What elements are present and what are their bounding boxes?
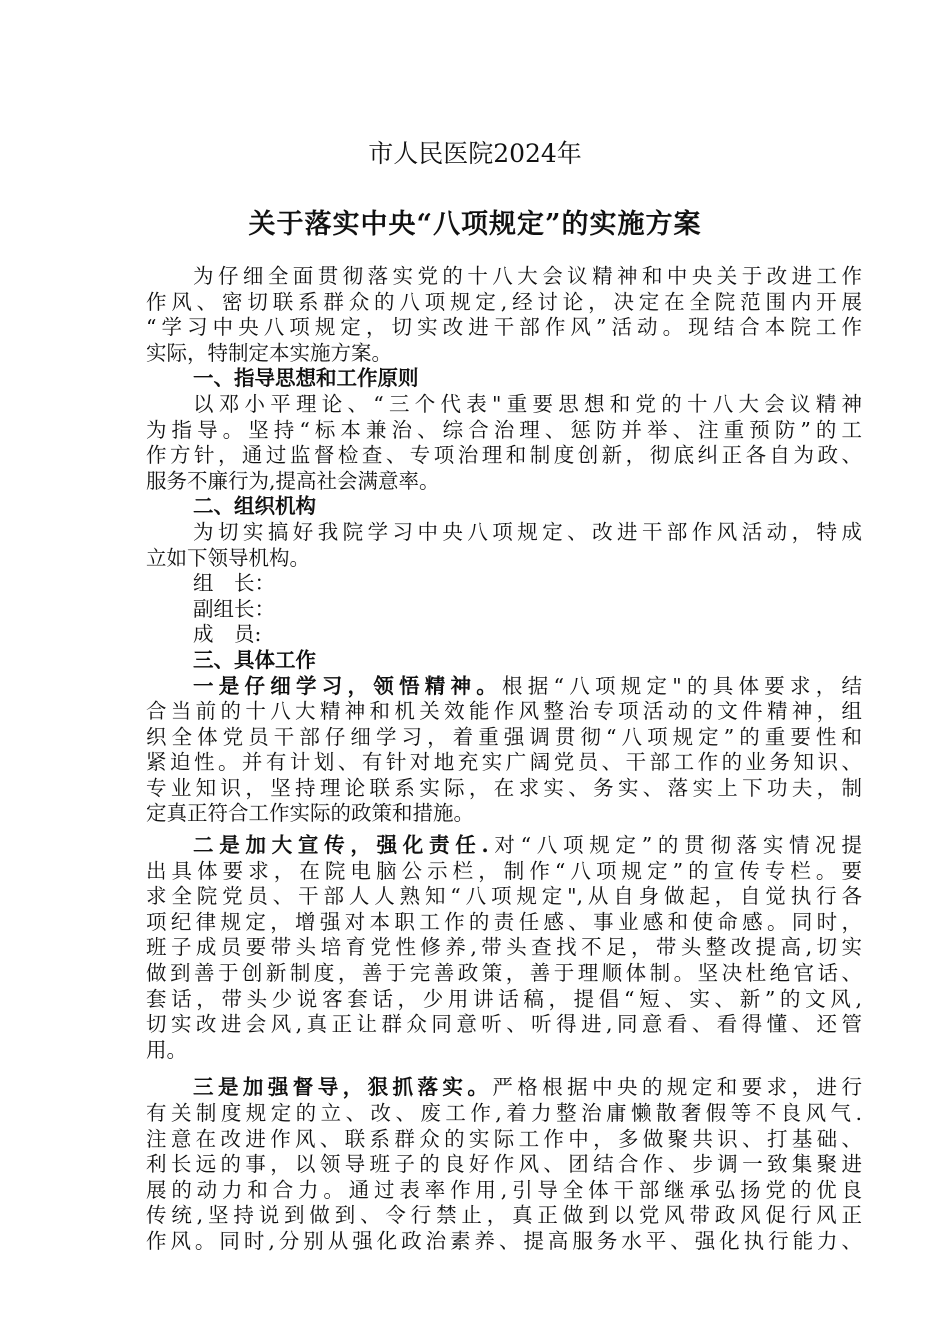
section1-line: 为指导。坚持“标本兼治、综合治理、惩防并举、注重预防”的工 — [146, 417, 862, 442]
p2-line: 班子成员要带头培育党性修养,带头查找不足，带头整改提高,切实 — [146, 935, 862, 960]
p3-line: 利长远的事，以领导班子的良好作风、团结合作、步调一致集聚进 — [146, 1152, 862, 1177]
p2-lead: 二是加大宣传，强化责任. — [193, 833, 489, 858]
intro-line: 为仔细全面贯彻落实党的十八大会议精神和中央关于改进工作 — [193, 264, 862, 288]
p3-line: 注意在改进作风、联系群众的实际工作中，多做聚共识、打基础、 — [146, 1126, 862, 1151]
document-body — [146, 264, 862, 1255]
p1-line: 专业知识，坚持理论联系实际，在求实、务实、落实上下功夫，制 — [146, 775, 862, 800]
document-title-line1: 市人民医院2024年 — [368, 139, 582, 168]
p1-line: 织全体党员干部仔细学习，着重强调贯彻“八项规定”的重要性和 — [146, 724, 862, 749]
p1-lead: 一是仔细学习，领悟精神。 — [193, 673, 503, 698]
p3-line: 传统,坚持说到做到、令行禁止，真正做到以党风带政风促行风正 — [146, 1203, 862, 1228]
intro-line: 作风、密切联系群众的八项规定,经讨论，决定在全院范围内开展 — [146, 289, 862, 314]
p2-line: 出具体要求，在院电脑公示栏，制作“八项规定”的宣传专栏。要 — [146, 858, 862, 883]
p2-first-line — [146, 833, 862, 859]
p3-lead: 三是加强督导，狠抓落实。 — [193, 1075, 493, 1100]
p2-line: 做到善于创新制度，善于完善政策，善于理顺体制。坚决杜绝官话、 — [146, 961, 862, 986]
p1-line: 紧迫性。并有计划、有针对地充实广阔党员、干部工作的业务知识、 — [146, 750, 862, 775]
section2-heading: 二、组织机构 — [193, 494, 316, 519]
p1-first-text: 根据“八项规定"的具体要求，结 — [502, 673, 862, 698]
section2-line: 为切实搞好我院学习中央八项规定、改进干部作风活动，特成 — [193, 519, 862, 544]
role-leader: 组 长： — [193, 571, 275, 596]
p2-line: 用。 — [146, 1037, 187, 1062]
p2-line: 项纪律规定，增强对本职工作的责任感、事业感和使命感。同时， — [146, 909, 862, 934]
section3-heading: 三、具体工作 — [193, 647, 316, 672]
section1-line: 服务不廉行为,提高社会满意率。 — [146, 468, 440, 493]
intro-line: “学习中央八项规定，切实改进干部作风”活动。现结合本院工作 — [146, 315, 862, 340]
p3-line: 作风。同时,分别从强化政治素养、提高服务水平、强化执行能力、 — [146, 1228, 862, 1253]
section1-line: 作方针，通过监督检查、专项治理和制度创新，彻底纠正各自为政、 — [146, 443, 862, 468]
section2-line: 立如下领导机构。 — [146, 545, 310, 570]
p2-line: 求全院党员、干部人人熟知“八项规定",从自身做起，自觉执行各 — [146, 884, 862, 909]
p1-line: 合当前的十八大精神和机关效能作风整治专项活动的文件精神，组 — [146, 699, 862, 724]
p1-first-line — [146, 674, 862, 700]
role-members: 成 员: — [193, 622, 262, 647]
p2-line: 套话，带头少说客套话，少用讲话稿，提倡“短、实、新”的文风, — [146, 986, 862, 1011]
p2-line: 切实改进会风,真正让群众同意听、听得进,同意看、看得懂、还管 — [146, 1012, 862, 1037]
document-title-line2: 关于落实中央“八项规定”的实施方案 — [248, 209, 702, 240]
intro-line: 实际，特制定本实施方案。 — [146, 340, 392, 365]
p1-line: 定真正符合工作实际的政策和措施。 — [146, 801, 474, 826]
section1-line: 以邓小平理论、“三个代表"重要思想和党的十八大会议精神 — [193, 391, 862, 416]
p2-first-text: 对“八项规定”的贯彻落实情况提 — [488, 833, 862, 858]
p3-line: 展的动力和合力。通过表率作用,引导全体干部继承弘扬党的优良 — [146, 1177, 862, 1202]
p3-line: 有关制度规定的立、改、废工作,着力整治庸懒散奢假等不良风气. — [146, 1101, 862, 1125]
role-deputy-leader: 副组长： — [193, 596, 275, 621]
p3-first-line — [146, 1075, 862, 1101]
section1-heading: 一、指导思想和工作原则 — [193, 366, 419, 391]
p3-first-text: 严格根据中央的规定和要求，进行 — [492, 1075, 863, 1100]
